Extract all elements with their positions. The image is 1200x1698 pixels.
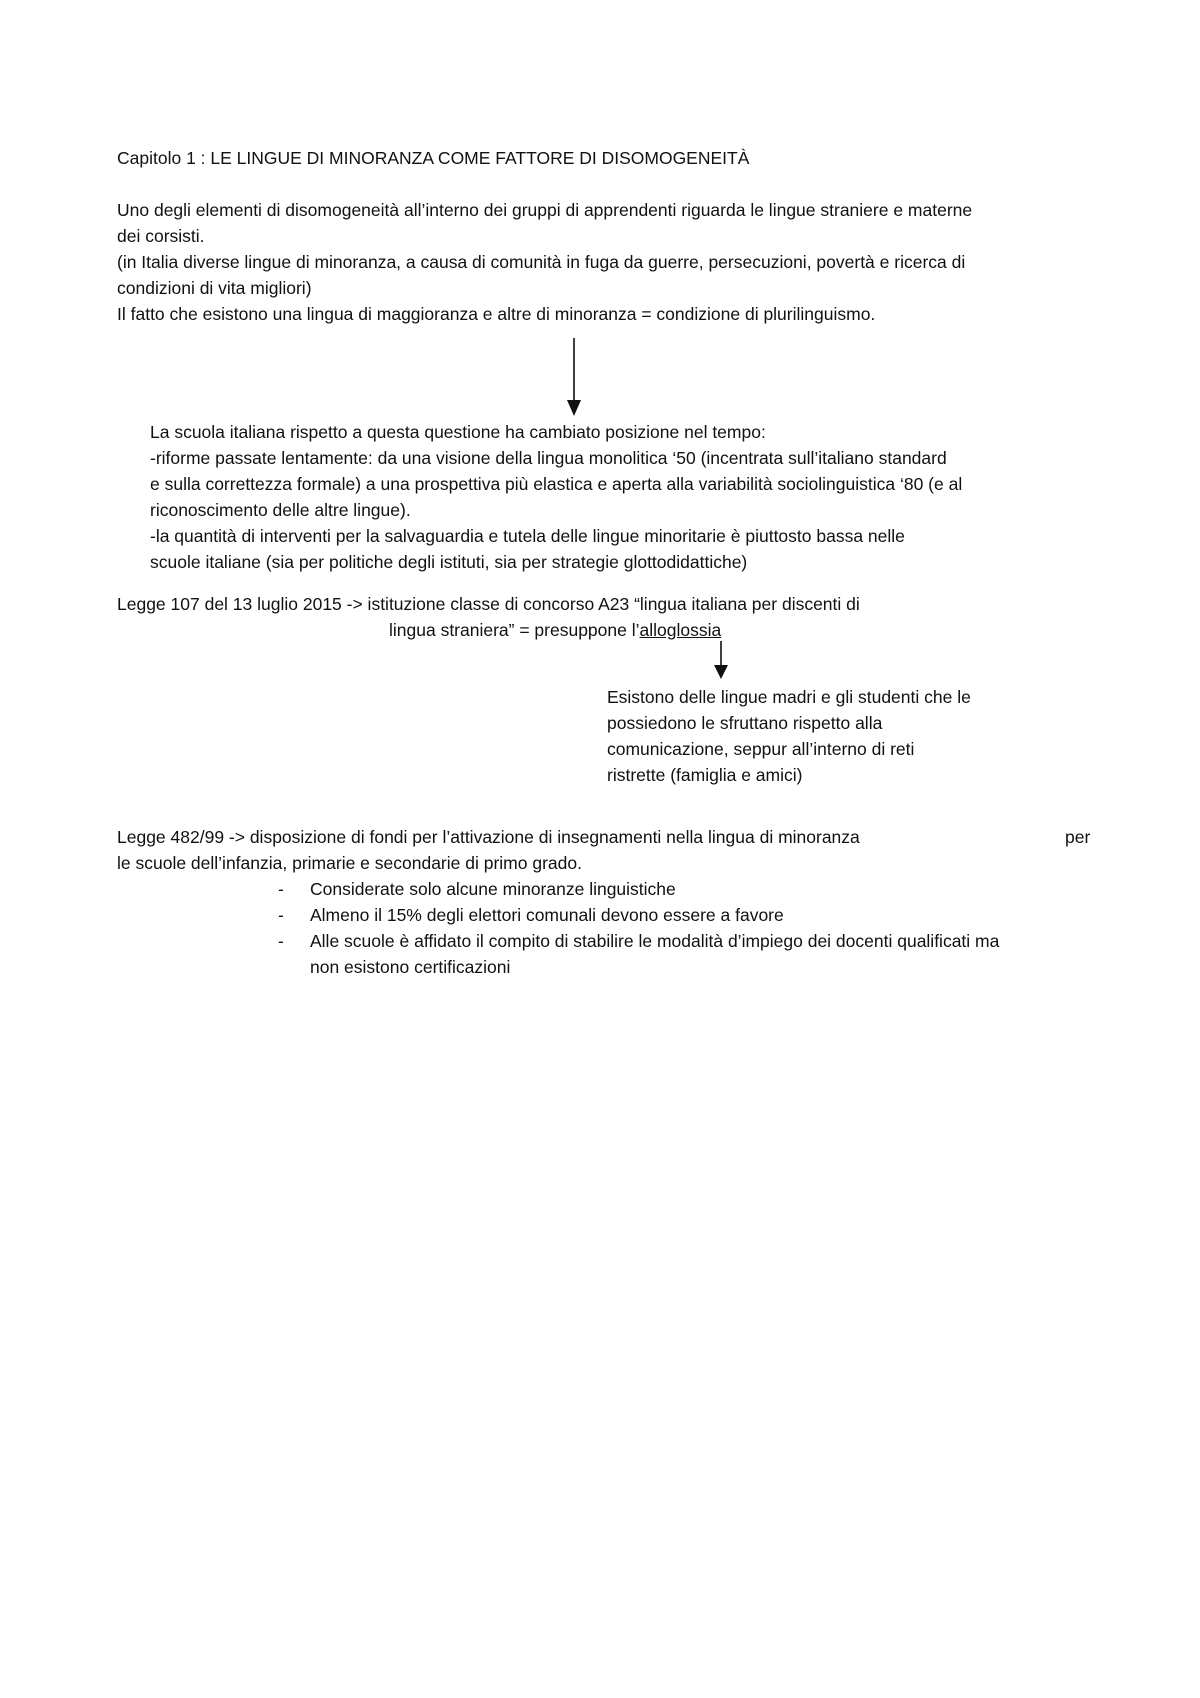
madri-line-2: possiedono le sfruttano rispetto alla	[607, 713, 883, 733]
intro-line-5: Il fatto che esistono una lingua di maggioranza e altre di minoranza = condizione di plurilinguismo.	[117, 304, 876, 324]
down-arrow-icon	[564, 338, 584, 418]
intro-line-4: condizioni di vita migliori)	[117, 278, 312, 298]
bullet-dash: -	[278, 879, 284, 899]
madri-line-4: ristrette (famiglia e amici)	[607, 765, 803, 785]
legge482-line-1-end: per	[1065, 827, 1091, 847]
madri-line-3: comunicazione, seppur all’interno di reti	[607, 739, 915, 759]
intro-line-1: Uno degli elementi di disomogeneità all’interno dei gruppi di apprendenti riguarda le lingue straniere e materne	[117, 200, 973, 220]
intro-line-2: dei corsisti.	[117, 226, 205, 246]
madri-line-1: Esistono delle lingue madri e gli studenti che le	[607, 687, 971, 707]
scuola-line-4: riconoscimento delle altre lingue).	[150, 500, 411, 520]
scuola-line-6: scuole italiane (sia per politiche degli istituti, sia per strategie glottodidattiche)	[150, 552, 748, 572]
alloglossia-term: alloglossia	[639, 620, 722, 640]
list-item-continuation	[310, 954, 999, 980]
list-item-text: Almeno il 15% degli elettori comunali devono essere a favore	[310, 905, 784, 925]
legge107-line-2-text: lingua straniera” = presuppone l’	[389, 620, 640, 640]
scuola-line-3: e sulla correttezza formale) a una prospettiva più elastica e aperta alla variabilità sociolinguistica ‘80 (e al	[150, 474, 963, 494]
list-item-text: Considerate solo alcune minoranze linguistiche	[310, 879, 676, 899]
legge482-line-1: Legge 482/99 -> disposizione di fondi per l’attivazione di insegnamenti nella lingua di minoranza	[117, 827, 860, 847]
list-item	[278, 928, 1000, 954]
scuola-line-5: -la quantità di interventi per la salvaguardia e tutela delle lingue minoritarie è piuttosto bassa nelle	[150, 526, 905, 546]
down-arrow-icon	[711, 641, 731, 681]
page-title: Capitolo 1 : LE LINGUE DI MINORANZA COME FATTORE DI DISOMOGENEITÀ	[117, 148, 750, 168]
scuola-line-2: -riforme passate lentamente: da una visione della lingua monolitica ‘50 (incentrata sull’italiano standard	[150, 448, 947, 468]
scuola-line-1: La scuola italiana rispetto a questa questione ha cambiato posizione nel tempo:	[150, 422, 766, 442]
legge482-line-2: le scuole dell’infanzia, primarie e secondarie di primo grado.	[117, 853, 582, 873]
list-item-text: non esistono certificazioni	[310, 957, 511, 977]
legge107-line-1: Legge 107 del 13 luglio 2015 -> istituzione classe di concorso A23 “lingua italiana per discenti di	[117, 594, 860, 614]
bullet-dash: -	[278, 905, 284, 925]
legge482-bullet-list	[278, 876, 1000, 980]
intro-line-3: (in Italia diverse lingue di minoranza, a causa di comunità in fuga da guerre, persecuzioni, povertà e ricerca di	[117, 252, 966, 272]
bullet-dash: -	[278, 931, 284, 951]
list-item	[278, 902, 999, 928]
list-item	[278, 876, 999, 902]
legge107-line-2	[389, 617, 721, 643]
list-item-text: Alle scuole è affidato il compito di stabilire le modalità d’impiego dei docenti qualificati ma	[310, 931, 1000, 951]
